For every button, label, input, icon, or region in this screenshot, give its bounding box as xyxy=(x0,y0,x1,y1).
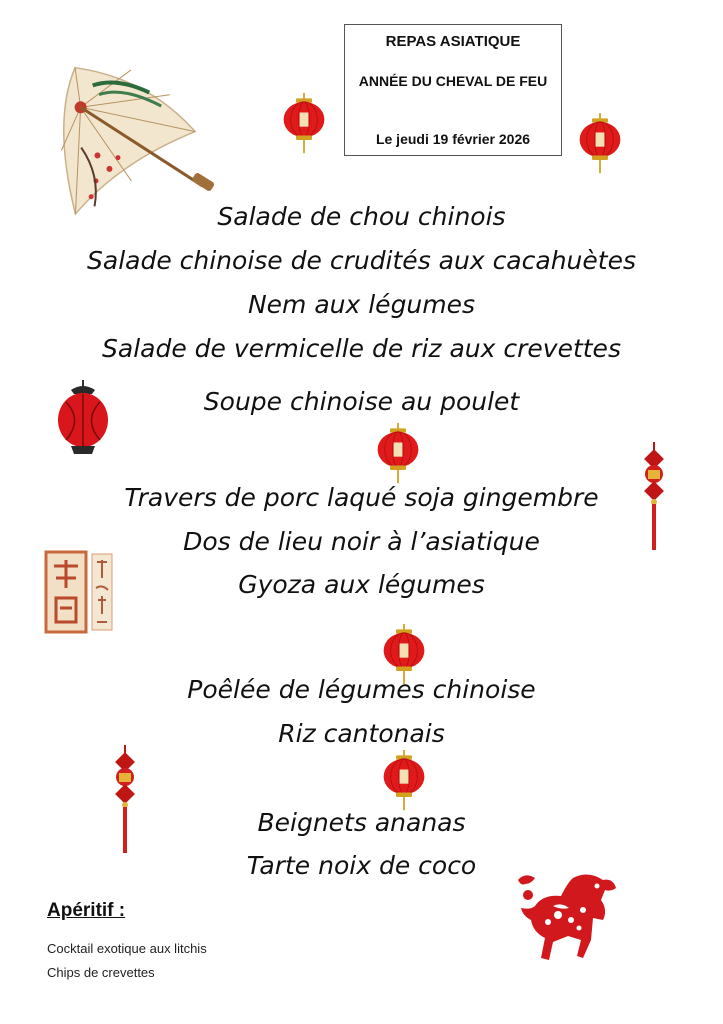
red-lantern-icon xyxy=(281,93,327,155)
dish-item: Riz cantonais xyxy=(278,719,445,748)
dish-item: Travers de porc laqué soja gingembre xyxy=(124,483,599,512)
aperitif-item: Chips de crevettes xyxy=(47,965,155,980)
dish-item: Salade de chou chinois xyxy=(217,202,506,231)
dish-item: Dos de lieu noir à l’asiatique xyxy=(183,527,540,556)
dish-item: Tarte noix de coco xyxy=(246,851,477,880)
red-lantern-icon xyxy=(577,113,623,175)
chinese-knot-icon xyxy=(110,745,140,855)
menu-title: REPAS ASIATIQUE xyxy=(385,33,521,50)
menu-subtitle: ANNÉE DU CHEVAL DE FEU xyxy=(358,73,548,89)
dish-item: Poêlée de légumes chinoise xyxy=(187,675,536,704)
dish-item: Nem aux légumes xyxy=(247,290,476,319)
aperitif-heading: Apéritif : xyxy=(47,900,126,921)
dish-item: Salade chinoise de crudités aux cacahuètes xyxy=(87,246,636,275)
red-lantern-icon xyxy=(381,750,427,812)
dish-item: Beignets ananas xyxy=(257,808,466,837)
dish-item: Soupe chinoise au poulet xyxy=(203,387,520,416)
red-lantern-icon xyxy=(375,423,421,485)
aperitif-item: Cocktail exotique aux litchis xyxy=(47,941,207,956)
menu-date: Le jeudi 19 février 2026 xyxy=(375,131,531,147)
dish-item: Salade de vermicelle de riz aux crevettes xyxy=(102,334,621,363)
horse-papercut-image xyxy=(513,870,628,965)
title-box xyxy=(344,24,562,156)
dish-item: Gyoza aux légumes xyxy=(238,570,485,599)
